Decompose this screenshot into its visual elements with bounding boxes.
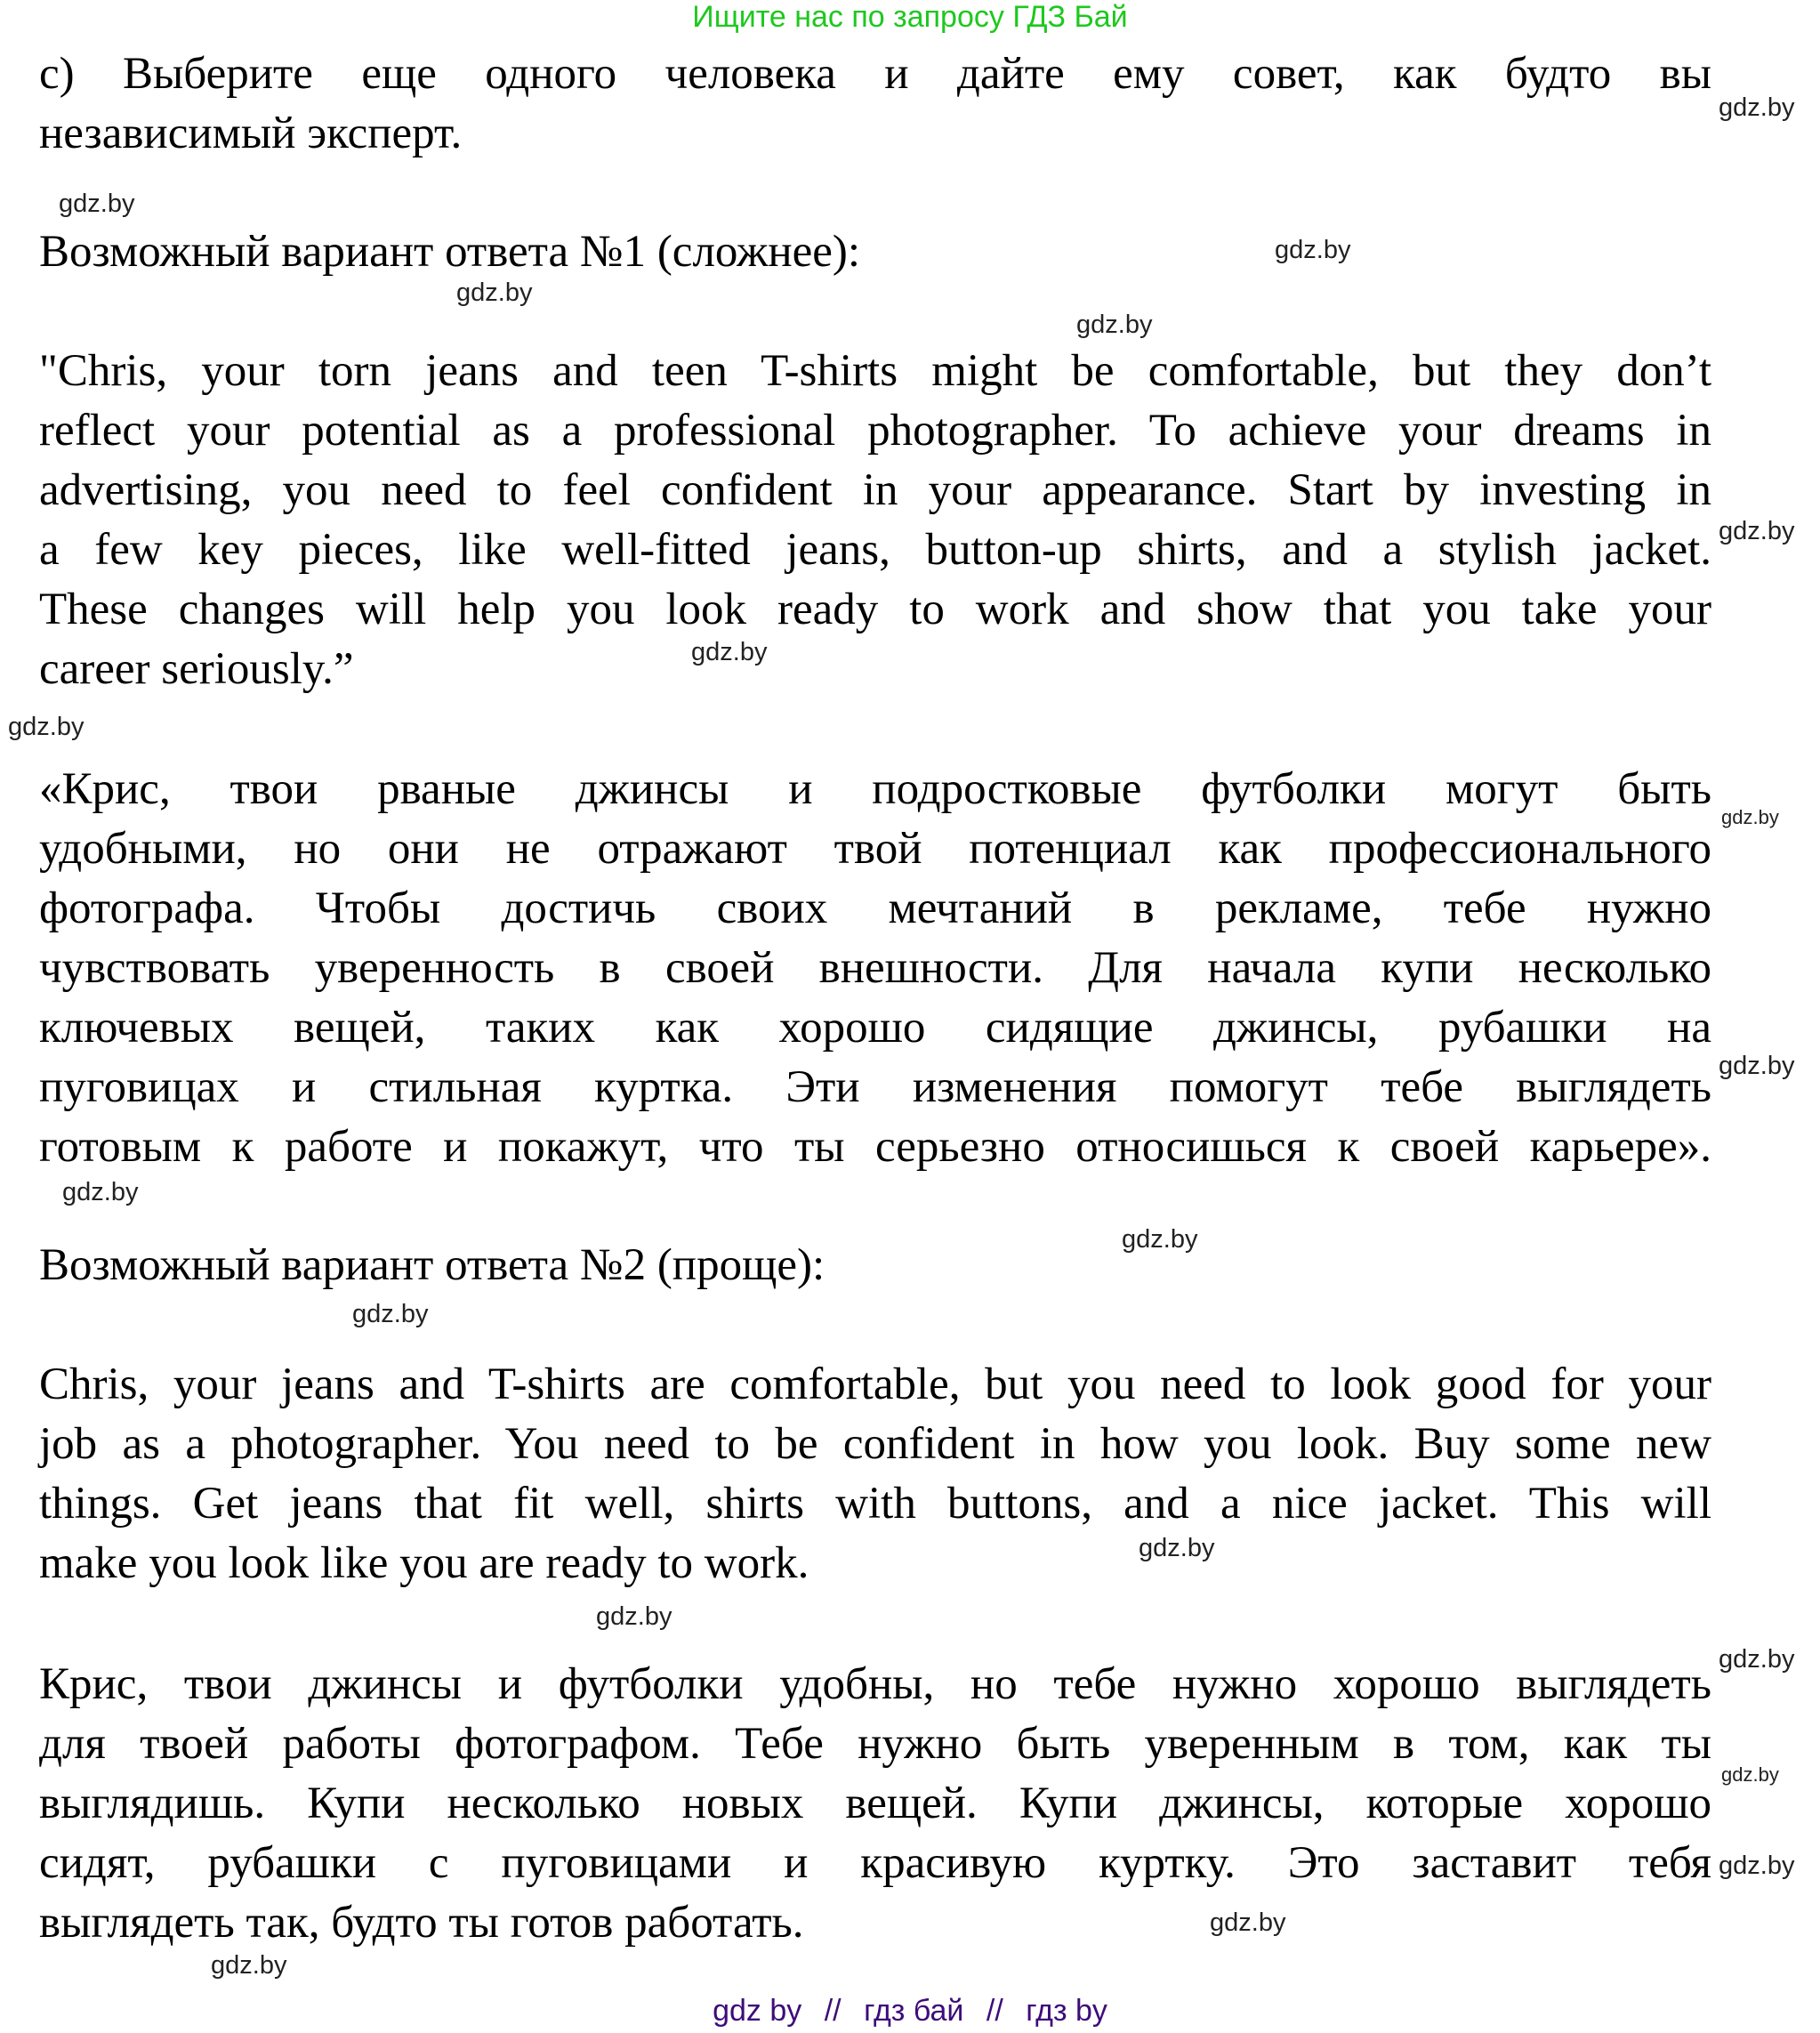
answer-2-en-line: job as a photographer. You need to be confident in how you look. Buy some new bbox=[39, 1419, 1711, 1469]
watermark-text: gdz.by bbox=[456, 278, 533, 307]
answer-1-en-line: career seriously.” bbox=[39, 644, 354, 694]
watermark-text: gdz.by bbox=[1721, 806, 1779, 828]
heading-1-line: Возможный вариант ответа №1 (сложнее): bbox=[39, 227, 861, 277]
answer-1-ru-line: пуговицах и стильная куртка. Эти изменения помогут тебе выглядеть bbox=[39, 1062, 1711, 1112]
footer-separator: // bbox=[824, 1994, 842, 2028]
watermark-text: gdz.by bbox=[59, 190, 135, 218]
answer-2-en-line: Chris, your jeans and T-shirts are comfortable, but you need to look good for your bbox=[39, 1359, 1711, 1409]
answer-1-ru-line: ключевых вещей, таких как хорошо сидящие джинсы, рубашки на bbox=[39, 1003, 1711, 1053]
answer-1-en-line: These changes will help you look ready to work and show that you take your bbox=[39, 585, 1711, 634]
answer-2-ru-line: выглядишь. Купи несколько новых вещей. Купи джинсы, которые хорошо bbox=[39, 1779, 1711, 1828]
answer-1-ru-line: готовым к работе и покажут, что ты серьезно относишься к своей карьере». bbox=[39, 1122, 1711, 1172]
footer-link-gdz-by-mixed[interactable]: гдз by bbox=[1026, 1994, 1107, 2028]
watermark-text: gdz.by bbox=[691, 638, 768, 666]
answer-1-en-line: advertising, you need to feel confident in your appearance. Start by investing in bbox=[39, 465, 1711, 515]
answer-2-ru-line: выглядеть так, будто ты готов работать. bbox=[39, 1898, 804, 1948]
watermark-text: gdz.by bbox=[1122, 1225, 1198, 1254]
answer-1-ru-line: удобными, но они не отражают твой потенциал как профессионального bbox=[39, 824, 1711, 874]
watermark-text: gdz.by bbox=[1719, 1851, 1795, 1880]
answer-1-ru-line: чувствовать уверенность в своей внешности. Для начала купи несколько bbox=[39, 943, 1711, 993]
search-hint-banner: Ищите нас по запросу ГДЗ Бай bbox=[692, 0, 1128, 34]
answer-1-en-line: reflect your potential as a professional photographer. To achieve your dreams in bbox=[39, 406, 1711, 456]
answer-2-ru-line: Крис, твои джинсы и футболки удобны, но тебе нужно хорошо выглядеть bbox=[39, 1659, 1711, 1709]
watermark-text: gdz.by bbox=[1719, 1052, 1795, 1080]
answer-2-en-line: make you look like you are ready to work. bbox=[39, 1538, 809, 1588]
task-line: c) Выберите еще одного человека и дайте ему совет, как будто вы bbox=[39, 49, 1711, 99]
task-line: независимый эксперт. bbox=[39, 109, 463, 158]
answer-2-ru-line: для твоей работы фотографом. Тебе нужно быть уверенным в том, как ты bbox=[39, 1719, 1711, 1769]
footer-links bbox=[0, 1991, 1820, 2030]
answer-2-ru-line: сидят, рубашки с пуговицами и красивую куртку. Это заставит тебя bbox=[39, 1838, 1711, 1888]
watermark-text: gdz.by bbox=[596, 1602, 672, 1631]
watermark-text: gdz.by bbox=[352, 1300, 429, 1328]
answer-1-ru-line: фотографа. Чтобы достичь своих мечтаний в рекламе, тебе нужно bbox=[39, 883, 1711, 933]
answer-1-en-line: a few key pieces, like well-fitted jeans, button-up shirts, and a stylish jacket. bbox=[39, 525, 1711, 575]
watermark-text: gdz.by bbox=[1076, 311, 1153, 339]
watermark-text: gdz.by bbox=[1719, 1645, 1795, 1674]
watermark-text: gdz.by bbox=[62, 1178, 139, 1206]
heading-2-line: Возможный вариант ответа №2 (проще): bbox=[39, 1240, 825, 1290]
footer-link-gdz-by[interactable]: gdz by bbox=[713, 1994, 802, 2028]
answer-2-en-line: things. Get jeans that fit well, shirts with buttons, and a nice jacket. This will bbox=[39, 1479, 1711, 1529]
watermark-text: gdz.by bbox=[1275, 236, 1351, 264]
footer-link-gdz-bai[interactable]: гдз бай bbox=[864, 1994, 964, 2028]
watermark-text: gdz.by bbox=[8, 713, 85, 741]
footer-separator: // bbox=[986, 1994, 1003, 2028]
watermark-text: gdz.by bbox=[1719, 93, 1795, 122]
watermark-text: gdz.by bbox=[1139, 1534, 1215, 1562]
watermark-text: gdz.by bbox=[1721, 1763, 1779, 1786]
answer-1-en-line: "Chris, your torn jeans and teen T-shirts might be comfortable, but they don’t bbox=[39, 346, 1711, 396]
answer-1-ru-line: «Крис, твои рваные джинсы и подростковые футболки могут быть bbox=[39, 764, 1711, 814]
watermark-text: gdz.by bbox=[1210, 1908, 1286, 1937]
watermark-text: gdz.by bbox=[1719, 517, 1795, 545]
watermark-text: gdz.by bbox=[211, 1951, 287, 1980]
